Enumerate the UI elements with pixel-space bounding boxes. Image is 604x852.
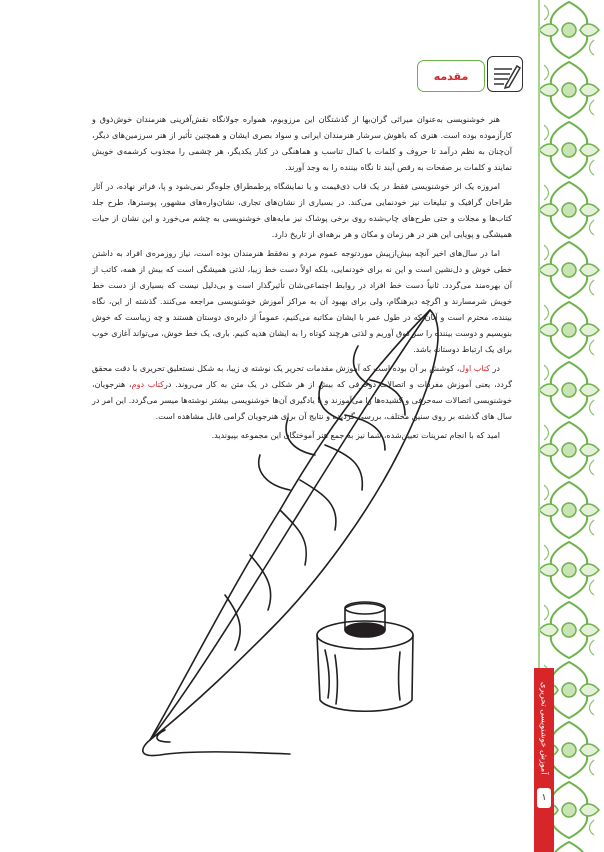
book2-link: کتاب دوم [131,380,164,389]
side-tab [534,668,554,852]
book1-link: کتاب اول [459,364,490,373]
paragraph-4-text-a: در [489,364,500,373]
paragraph-4-text-b: ، کوشش بر آن بوده است که آموزش مقدمات تحریر یک نوشته ی زیبا، به شکل نستعلیق تحریری با دقت محقق گردد، یعنی آموزش مفردات و اتصالات دوحرفی که بیش از هر شکلی در یک متن به کار می‌روند. در [92,364,512,389]
side-tab-label: آموزش خوشنویسی تحریری [539,681,549,775]
page-number: ۱ [537,788,551,808]
notepad-pen-icon [487,56,523,92]
quill-inkwell-illustration [130,290,470,760]
paragraph-2: امروزه یک اثر خوشنویسی فقط در یک قاب ذی‌قیمت و یا نمایشگاه پرطمطراق جلوه‌گر نمی‌شود و پا، فراتر نهاده، در آثار طراحان گرافیک و تبلیغات نیز خودنمایی می‌کند. در بسیاری از نشان‌های تجاری، نشان‌واره‌های مشهور، پوسترها، طرح جلد کتاب‌ها و مجلات و حتی طرح‌های چاپ‌شده روی برخی پوشاک نیز مایه‌های خوشنویسی به چشم می‌خورد و این نشان از حیات همیشگی و پویایی این هنر در هر زمان و مکان و هر برهه‌ای از تاریخ دارد. [92,182,512,239]
paragraph-4-text-c: ، هنرجویان، خوشنویسی اتصالات سه‌حرفی و کشیده‌ها را می‌آموزند و با یادگیری آن‌ها خوشنویسی بیشتر نوشته‌ها میسر می‌گردد. این امر در سال های گذشته بر روی سنین مختلف، بررسی گردیده و نتایج آن برای هنرجویان گرامی قابل مشاهده است. [92,380,512,421]
section-title: مقدمه [433,69,469,83]
paragraph-5: امید که با انجام تمرینات تعیین‌شده، شما نیز به جمع هنر آموختگان این مجموعه بپیوندید. [211,431,500,440]
paragraph-1: هنر خوشنویسی به‌عنوان میراثی گران‌بها از گذشتگان این مرزوبوم، همواره جولانگاه نقش‌آفرینی هنرمندان خوش‌ذوق و کارآزموده بوده است. هنری که باهوش سرشار هنرمندان ایرانی و سواد بصری ایشان و همچنین تأثیر از هنر سرزمین‌های دیگر، آن‌چنان به نظم درآمد تا حروف و کلمات با کمال تناسب و هماهنگی در کنار یکدیگر، هر چشمی را مجذوب کرشمه‌ی خویش نمایند و کلمات بر صفحات به رقص آیند تا نگاه بیننده را به وجد آورند. [92,115,512,172]
paragraph-3: اما در سال‌های اخیر آنچه بیش‌ازپیش موردتوجه عموم مردم و نه‌فقط هنرمندان بوده است، نیاز روزمره‌ی افراد به داشتن خطی خوش و دل‌نشین است و این نه برای خودنمایی، بلکه اولاً دست خط زیبا، لذتی همیشگی است که بیش از همه، کاتب از آن بهره‌مند می‌گردد. ثانیاً دست خط افراد در روابط اجتماعی‌شان تأثیرگذار است و بی‌دلیل نیست که بسیاری از دست خط خویش شرمسارند و اگرچه دیرهنگام، ولی برای بهبود آن به مراکز آموزش خوشنویسی مراجعه می‌کنند. گذشته از این، نگاه بیننده، محترم است و آنان که در طول عمر با ایشان مکاتبه می‌کنیم، عموماً از دایره‌ی دوستان هستند و چه زیباست که خوش بنویسیم و دوست بیننده را سر ذوق آوریم و لذتی هرچند کوتاه را به ایشان هدیه کنیم. باری، یک خط خوش، می‌تواند آغازی خوب برای یک ارتباط دوستانه باشد. [92,249,512,354]
section-title-box [417,60,485,92]
